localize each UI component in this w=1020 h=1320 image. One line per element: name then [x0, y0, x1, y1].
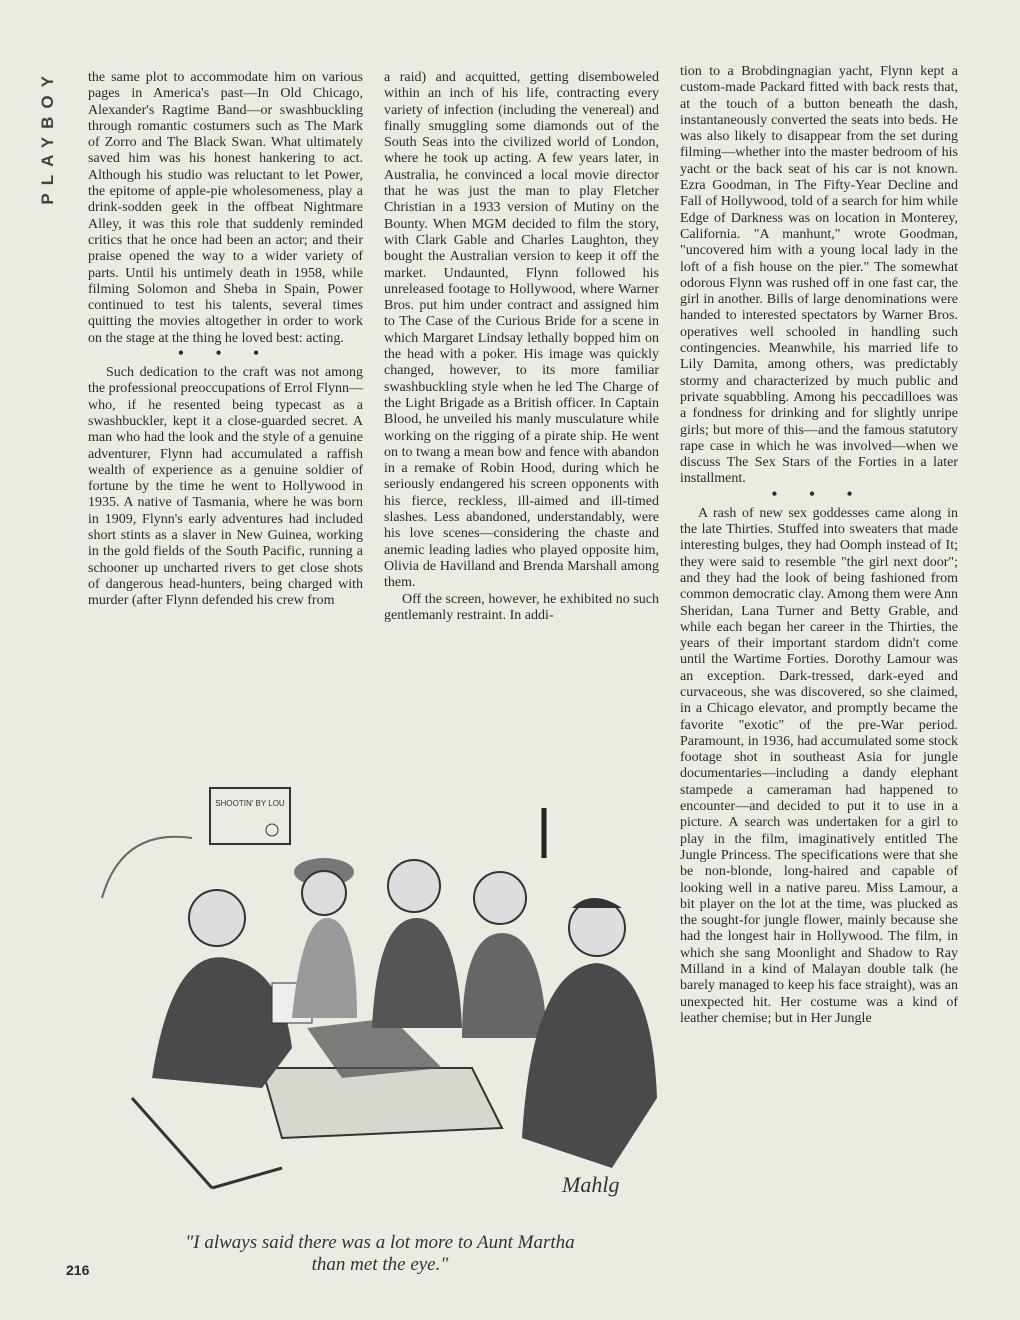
wall-sign	[210, 788, 290, 844]
column-3	[680, 64, 958, 1027]
executive-left	[152, 890, 312, 1088]
column-1-paragraph-1: the same plot to accommodate him on various pages in America's past—In Old Chicago, Alexander's Ragtime Band—or swashbuckling through romantic costumers such as The Mark of Zorro and The Black Swan. What ultimately saved him was his honest hankering to act. Although his studio was reluctant to let Power, the epitome of apple-pie wholesomeness, play a drink-sodden geek in the offbeat Nightmare Alley, it was this role that suddenly reminded critics that he once had been an actor; and their praise opened the way to a wider variety of parts. Until his untimely death in 1958, while filming Solomon and Sheba in Spain, Power continued to test his talents, several times quitting the movies altogether in order to work on the stage at the thing he loved best: acting.	[88, 70, 363, 346]
aunt-martha	[292, 858, 357, 1018]
cartoon-caption: "I always said there was a lot more to Aunt Martha than met the eye."	[185, 1232, 575, 1275]
magazine-logo: PLAYBOY	[38, 68, 57, 205]
column-1	[88, 70, 363, 610]
young-man	[522, 898, 657, 1168]
column-2-paragraph-2: Off the screen, however, he exhibited no such gentlemanly restraint. In addi-	[384, 591, 659, 623]
column-2-paragraph-1: a raid) and acquitted, getting disemboweled within an inch of his life, contracting every variety of infection (including the venereal) and finally smuggling some diamonds out of the South Seas into the civilized world of London, where he took up acting. A few years later, in Australia, he convinced a local movie director that he was just the man to play Fletcher Christian in a 1933 version of Mutiny on the Bounty. When MGM decided to film the story, with Clark Gable and Charles Laughton, they bought the Australian version to keep it off the market. Undaunted, Flynn followed his unreleased footage to Hollywood, where Warner Bros. put him under contract and assigned him to The Case of the Curious Bride for a scene in which Margaret Lindsay lethally bopped him on the head with a poker. His image was quickly changed, however, to its more familiar swashbuckling style when he led The Charge of the Light Brigade as a British officer. In Captain Blood, he unveiled his manly musculature while working on the rigging of a pirate ship. He went on to twang a mean bow and fence with abandon in a remake of Robin Hood, during which he seriously endangered his screen opponents with his fierce, reckless, ill-aimed and ill-timed slashes. Less abandoned, understandably, were his love scenes—considering the chaste and anemic leading ladies who played opposite him, Olivia de Havilland and Brenda Marshall among them.	[384, 70, 659, 591]
column-1-paragraph-2: Such dedication to the craft was not among the professional preoccupations of Errol Flynn—who, if he resented being typecast as a swashbuckler, kept it a close-guarded secret. A man who had the look and the style of a genuine adventurer, Flynn had accumulated a raffish wealth of experience as a genuine soldier of fortune by the time he went to Hollywood in 1935. A native of Tasmania, where he was born in 1909, Flynn's early adventures had included short stints as a slaver in New Guinea, working in the gold fields of the South Pacific, running a schooner up uncharted rivers to get close shots of dangerous head-hunters, being charged with murder (after Flynn defended his crew from	[88, 365, 363, 609]
executive-right	[462, 872, 547, 1038]
column-2	[384, 70, 659, 624]
executive-middle	[372, 860, 462, 1028]
column-3-paragraph-2: A rash of new sex goddesses came along in the late Thirties. Stuffed into sweaters that made interesting bulges, they had Oomph instead of It; they were said to resemble "the girl next door"; and they had the look of being fashioned from common democratic clay. Among them were Ann Sheridan, Lana Turner and Betty Grable, and while each began her career in the Thirties, the years of their important stardom didn't come until the Wartime Forties. Dorothy Lamour was an exception. Dark-tressed, dark-eyed and curvaceous, she was discovered, so she claimed, in a Chicago elevator, and promptly became the favorite "exotic" of the pre-War period. Paramount, in 1936, had accumulated some stock footage shot in southeast Asia for jungle documentaries—including a dandy elephant stampede a cameraman had happened to encounter—and decided to put it to use in a picture. A search was undertaken for a girl to play in the film, imaginatively entitled The Jungle Princess. The specifications were that she be non-blonde, long-haired and capable of looking well in a native pareu. Miss Lamour, a bit player on the lot at the time, was plucked as the sought-for jungle flower, mainly because she had the longest hair in Hollywood. The film, in which she sang Moonlight and Shadow to Ray Milland in a kind of Malayan double talk (he barely managed to keep his face straight), was an unexpected hit. Her costume was a kind of leather chemise; but in Her Jungle	[680, 505, 958, 1026]
wall-sign-text: SHOOTIN' BY LOU	[215, 799, 285, 808]
section-separator: • • •	[771, 485, 867, 503]
section-separator: • • •	[178, 345, 273, 363]
column-3-paragraph-1: tion to a Brobdingnagian yacht, Flynn kept a custom-made Packard fitted with back rests that, at the touch of a button beneath the dash, instantaneously converted the seats into beds. He was also likely to disappear from the set during filming—whether into the master bedroom of his yacht or the back seat of his car is not known. Ezra Goodman, in The Fifty-Year Decline and Fall of Hollywood, told of a search for him while Edge of Darkness was on location in Monterey, California. "A manhunt," wrote Goodman, "uncovered him with a young local lady in the loft of a fish house on the pier." The somewhat odorous Flynn was rushed off in one fast car, the girl in another. Bills of large denominations were handed to interested spectators by Warner Bros. operatives well schooled in handling such contingencies. Meanwhile, his married life to Lily Damita, among others, was predictably stormy and characterized by much public and private squabbling. Among his peccadilloes was a fondness for drinking and for slightly unripe girls; but more of this—and the famous statutory rape case in which he was involved—when we discuss The Sex Stars of the Forties in a later installment.	[680, 64, 958, 487]
cartoon-illustration	[92, 768, 664, 1208]
artist-signature: Mahlg	[562, 1172, 620, 1197]
page-number: 216	[66, 1262, 90, 1278]
